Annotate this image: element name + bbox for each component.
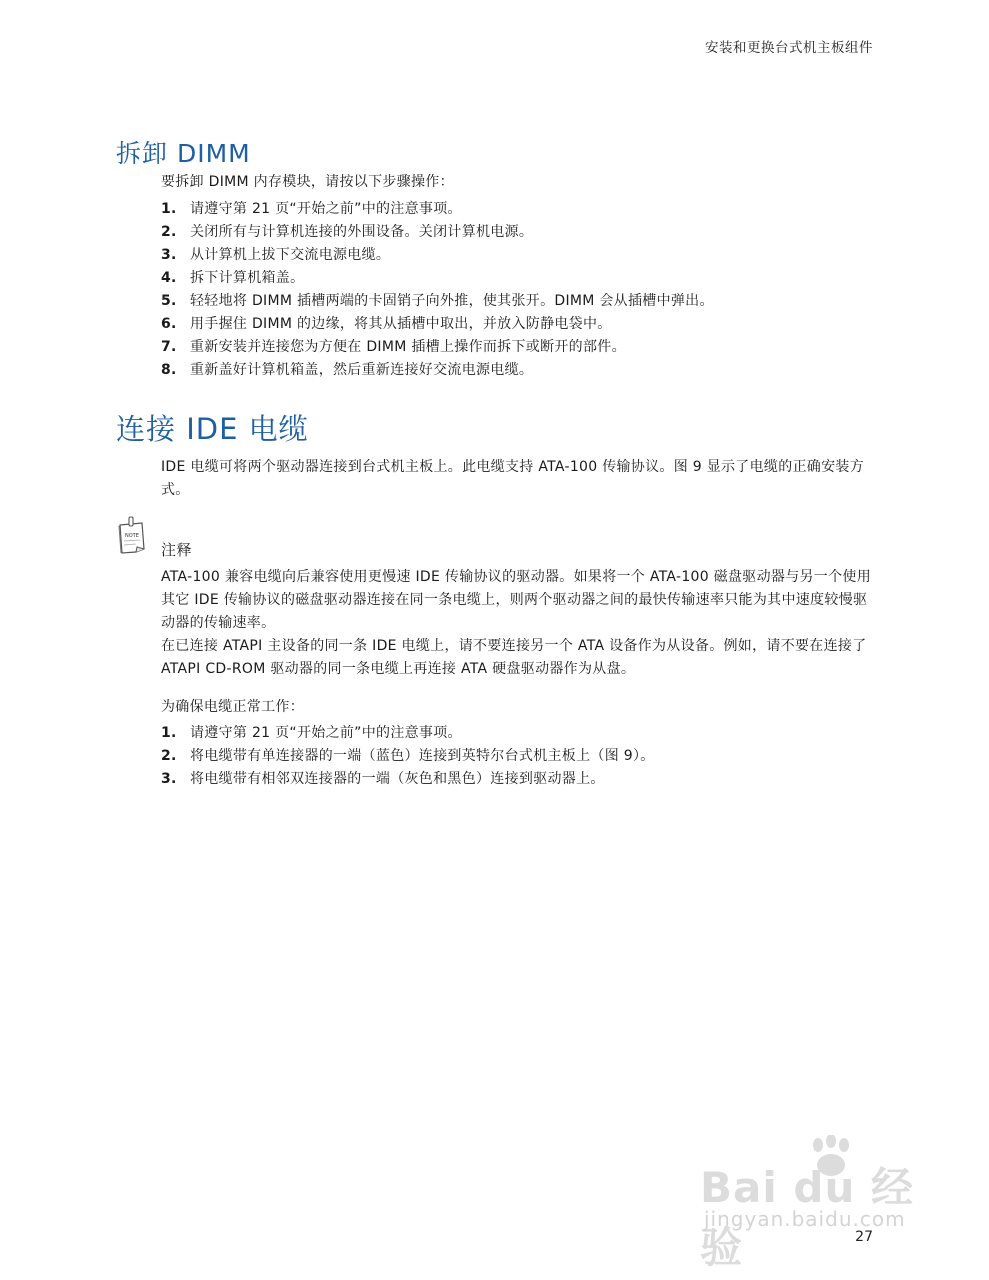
note-paragraph-1: ATA-100 兼容电缆向后兼容使用更慢速 IDE 传输协议的驱动器。如果将一个 ATA-100 磁盘驱动器与另一个使用其它 IDE 传输协议的磁盘驱动器连接在同一条电缆上，则两个驱动器之间的最快传输速率只能为其中速度较慢驱动器的传输速率。 [161,569,871,631]
watermark-url: jingyan.baidu.com [704,1207,906,1231]
step-number: 8. [161,362,177,378]
list-item [161,313,871,336]
section1-intro: 要拆卸 DIMM 内存模块，请按以下步骤操作： [161,174,454,190]
note-label: 注释 [161,541,193,559]
section2-intro: IDE 电缆可将两个驱动器连接到台式机主板上。此电缆支持 ATA-100 传输协议。图 9 显示了电缆的正确安装方式。 [161,459,865,498]
watermark-logo: Bai du 经验 [700,1163,914,1272]
step-text: 请遵守第 21 页“开始之前”中的注意事项。 [190,201,462,217]
svg-text:NOTE: NOTE [125,533,139,539]
section1-steps [161,198,871,382]
note-pad-icon [114,516,148,556]
step-text: 用手握住 DIMM 的边缘，将其从插槽中取出，并放入防静电袋中。 [190,316,612,332]
step-number: 1. [161,201,177,217]
section2-steps [161,722,871,791]
step-text: 请遵守第 21 页“开始之前”中的注意事项。 [190,725,462,741]
step-text: 轻轻地将 DIMM 插槽两端的卡固销子向外推，使其张开。DIMM 会从插槽中弹出。 [190,293,714,309]
list-item [161,198,871,221]
note-paragraph-2: 在已连接 ATAPI 主设备的同一条 IDE 电缆上，请不要连接另一个 ATA 设备作为从设备。例如，请不要在连接了 ATAPI CD-ROM 驱动器的同一条电缆上再连接 ATA 硬盘驱动器作为从盘。 [161,638,867,677]
step-text: 重新盖好计算机箱盖，然后重新连接好交流电源电缆。 [190,362,534,378]
list-item [161,745,871,768]
step-number: 2. [161,748,177,764]
list-item [161,244,871,267]
section-title-remove-dimm: 拆卸 DIMM [116,139,251,168]
step-text: 将电缆带有相邻双连接器的一端（灰色和黑色）连接到驱动器上。 [190,771,605,787]
list-item [161,221,871,244]
step-number: 6. [161,316,177,332]
list-item [161,359,871,382]
step-number: 4. [161,270,177,286]
running-header: 安装和更换台式机主板组件 [705,40,873,56]
list-item [161,267,871,290]
step-number: 7. [161,339,177,355]
ensure-intro: 为确保电缆正常工作： [161,699,304,715]
step-text: 将电缆带有单连接器的一端（蓝色）连接到英特尔台式机主板上（图 9）。 [190,748,655,764]
step-number: 3. [161,771,177,787]
step-text: 重新安装并连接您为方便在 DIMM 插槽上操作而拆下或断开的部件。 [190,339,626,355]
page-number: 27 [855,1229,873,1245]
step-number: 1. [161,725,177,741]
section-title-connect-ide: 连接 IDE 电缆 [116,412,309,446]
list-item [161,722,871,745]
step-number: 5. [161,293,177,309]
list-item [161,768,871,791]
step-text: 关闭所有与计算机连接的外围设备。关闭计算机电源。 [190,224,534,240]
step-text: 从计算机上拔下交流电源电缆。 [190,247,391,263]
step-number: 2. [161,224,177,240]
step-number: 3. [161,247,177,263]
list-item [161,336,871,359]
list-item [161,290,871,313]
step-text: 拆下计算机箱盖。 [190,270,305,286]
